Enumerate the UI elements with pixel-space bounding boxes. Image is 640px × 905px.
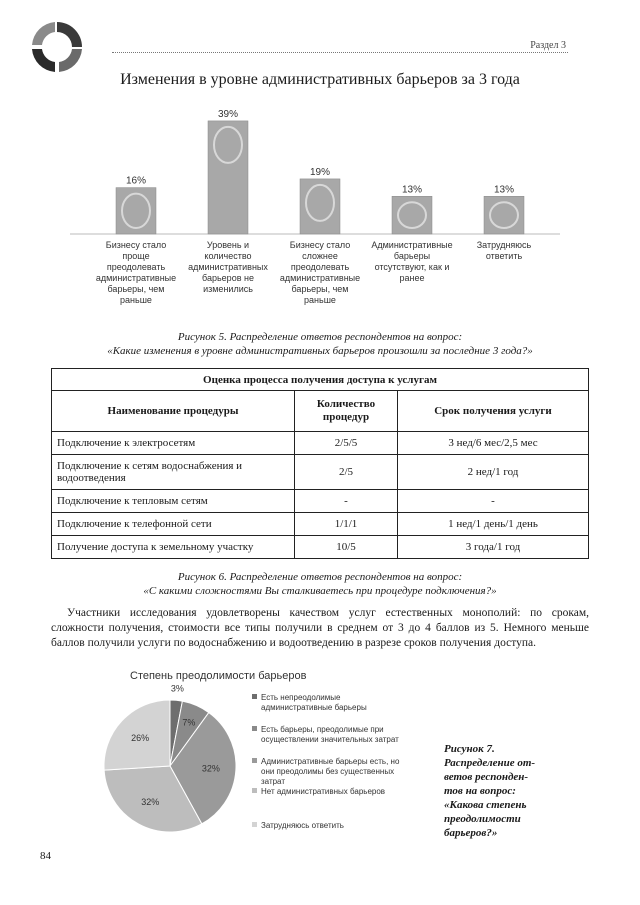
figure-7-caption-line: Распределение от- bbox=[444, 757, 536, 769]
table-cell: 3 нед/6 мес/2,5 мес bbox=[398, 432, 589, 455]
table-cell: 1 нед/1 день/1 день bbox=[398, 513, 589, 536]
logo-icon bbox=[28, 18, 86, 76]
figure-7-caption-line: преодолимости bbox=[444, 813, 521, 825]
bar-category-label: Бизнесу стало проще преодолевать административные барьеры, чем раньше bbox=[95, 240, 177, 305]
bar-value-label: 13% bbox=[401, 184, 423, 196]
table-title: Оценка процесса получения доступа к услугам bbox=[52, 369, 589, 391]
bar-category-label: Бизнесу стало сложнее преодолевать административные барьеры, чем раньше bbox=[279, 240, 361, 305]
bar-category-label: Затрудняюсь ответить bbox=[476, 240, 532, 261]
legend-entry: Есть барьеры, преодолимые при осуществлении значительных затрат bbox=[261, 725, 399, 744]
figure-6-caption bbox=[40, 570, 600, 598]
legend-marker bbox=[252, 694, 257, 699]
table-header-count: Количество процедур bbox=[295, 391, 398, 432]
pie-slice-label: 32% bbox=[201, 763, 220, 774]
table-cell: 3 года/1 год bbox=[398, 536, 589, 559]
table-cell: 10/5 bbox=[295, 536, 398, 559]
page-number: 84 bbox=[40, 850, 51, 862]
table-cell: 2 нед/1 год bbox=[398, 455, 589, 490]
legend-marker bbox=[252, 788, 257, 793]
figure-6-caption-line2: «С какими сложностями Вы сталкиваетесь при процедуре подключения?» bbox=[143, 585, 497, 597]
table-cell: - bbox=[295, 490, 398, 513]
figure-7-caption-line: барьеров?» bbox=[444, 827, 498, 839]
procedures-table bbox=[51, 368, 589, 559]
figure-7-caption-line: ветов респонден- bbox=[444, 771, 529, 783]
figure-7-caption-line: «Какова степень bbox=[444, 799, 527, 811]
bar-chart bbox=[60, 100, 580, 330]
figure-7-caption-line: тов на вопрос: bbox=[444, 785, 516, 797]
bar-value-label: 39% bbox=[217, 108, 239, 120]
pie-slice-label: 26% bbox=[131, 732, 150, 743]
table-cell: Получение доступа к земельному участку bbox=[52, 536, 295, 559]
bar-chart-title: Изменения в уровне административных барьеров за 3 года bbox=[120, 71, 520, 88]
table-cell: Подключение к электросетям bbox=[52, 432, 295, 455]
pie-chart-title: Степень преодолимости барьеров bbox=[130, 670, 307, 682]
table-cell: 2/5/5 bbox=[295, 432, 398, 455]
table-row bbox=[52, 455, 589, 490]
bar-category-label: Административные барьеры отсутствуют, как и ранее bbox=[371, 240, 453, 283]
figure-6-caption-line1: Рисунок 6. Распределение ответов респондентов на вопрос: bbox=[177, 571, 463, 583]
table-cell: Подключение к сетям водоснабжения и водоотведения bbox=[52, 455, 295, 490]
pie-slice-label: 7% bbox=[182, 717, 196, 728]
figure-5-caption-line2: «Какие изменения в уровне административных барьеров произошли за последние 3 года?» bbox=[107, 345, 533, 357]
pie-slice-label: 3% bbox=[170, 683, 184, 694]
bar bbox=[208, 121, 248, 234]
table-cell: Подключение к телефонной сети bbox=[52, 513, 295, 536]
bar-value-label: 19% bbox=[309, 166, 331, 178]
legend-entry: Нет административных барьеров bbox=[261, 787, 386, 796]
table-cell: 1/1/1 bbox=[295, 513, 398, 536]
table-cell: Подключение к тепловым сетям bbox=[52, 490, 295, 513]
legend-entry: Административные барьеры есть, но они преодолимы без существенных затрат bbox=[261, 757, 400, 786]
table-header-term: Срок получения услуги bbox=[398, 391, 589, 432]
bar-category-label: Уровень и количество административных барьеров не изменились bbox=[188, 240, 268, 294]
legend-marker bbox=[252, 726, 257, 731]
figure-7-caption bbox=[444, 742, 564, 840]
table-cell: 2/5 bbox=[295, 455, 398, 490]
figure-5-caption bbox=[40, 330, 600, 358]
pie-chart bbox=[80, 680, 400, 840]
table-row bbox=[52, 432, 589, 455]
bar-value-label: 16% bbox=[125, 175, 147, 187]
legend-marker bbox=[252, 758, 257, 763]
legend-entry: Есть непреодолимые административные барьеры bbox=[261, 693, 367, 712]
table-row bbox=[52, 513, 589, 536]
legend-marker bbox=[252, 822, 257, 827]
figure-5-caption-line1: Рисунок 5. Распределение ответов респондентов на вопрос: bbox=[177, 331, 463, 343]
body-paragraph bbox=[51, 606, 589, 651]
pie-slice-label: 32% bbox=[141, 796, 160, 807]
table-row bbox=[52, 490, 589, 513]
legend-entry: Затрудняюсь ответить bbox=[261, 821, 344, 830]
table-row bbox=[52, 536, 589, 559]
header-rule bbox=[112, 52, 568, 53]
section-label: Раздел 3 bbox=[530, 40, 566, 51]
bar-value-label: 13% bbox=[493, 184, 515, 196]
figure-7-caption-line: Рисунок 7. bbox=[444, 743, 495, 755]
table-header-procedure: Наименование процедуры bbox=[52, 391, 295, 432]
body-paragraph-text: Участники исследования удовлетворены качеством услуг естественных монополий: по срокам, сложности получения, стоимости все типы получили в среднем от 3 до 4 баллов из 5. Немного меньше баллов получили услуги по водоснабжению и водоотведению в разрезе сроков получения доступа. bbox=[51, 607, 589, 649]
table-cell: - bbox=[398, 490, 589, 513]
